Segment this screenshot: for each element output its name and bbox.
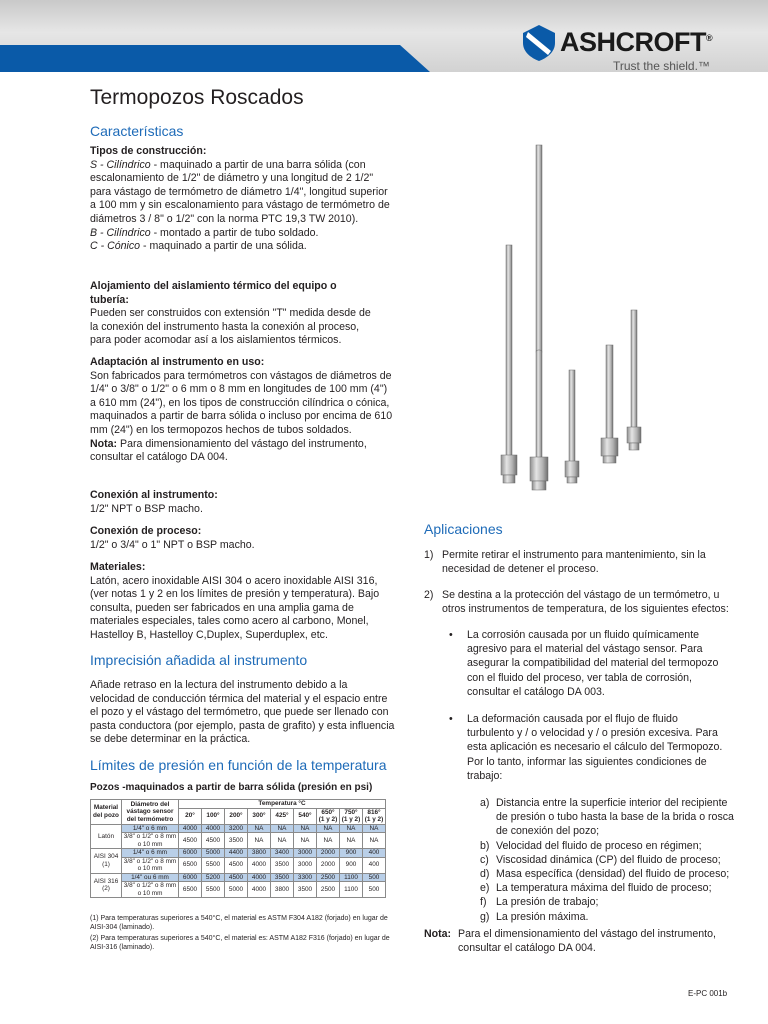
condition-key: g) [480, 910, 490, 923]
material-cell: AISI 316 (2) [91, 873, 122, 898]
pressure-limits-table [90, 799, 386, 898]
col-material: Material del pozo [91, 800, 122, 825]
temp-header: 20° [179, 808, 202, 824]
materiales-text: Latón, acero inoxidable AISI 304 o acero inoxidable AISI 316, (ver notas 1 y 2 en los límites de presión y temperatura). Bajo consulta, pueden ser fabricados en una amplia gama de materiales especiales, tales como acero al carbono, Monel, Hastelloy B, Hastelloy C,Duplex, Superduplex, etc. [90, 574, 380, 641]
document-code: E-PC 001b [688, 989, 728, 998]
pressure-cell: NA [248, 833, 271, 849]
pressure-cell: 3800 [271, 882, 294, 898]
nota-label: Nota: [90, 437, 118, 450]
condition-item [480, 796, 740, 839]
bullet-icon: • [449, 629, 453, 641]
pressure-cell: 3500 [271, 857, 294, 873]
condition-key: e) [480, 882, 490, 895]
pressure-cell: 4000 [248, 882, 271, 898]
temp-header: 425° [271, 808, 294, 824]
condition-key: f) [480, 896, 487, 909]
material-cell: AISI 304 (1) [91, 849, 122, 874]
pressure-cell: 2000 [317, 857, 340, 873]
adaptacion-block [90, 356, 395, 465]
pressure-cell: NA [317, 824, 340, 833]
limites-subheading: Pozos -maquinados a partir de barra sólida (presión en psi) [90, 782, 373, 793]
temp-header: 816° (1 y 2) [363, 808, 386, 824]
conexion-inst-text: 1/2" NPT o BSP macho. [90, 502, 203, 515]
condition-text: La presión máxima. [496, 910, 589, 923]
conexion-instrumento-block [90, 489, 395, 516]
condition-text: La presión de trabajo; [496, 896, 599, 909]
pressure-cell: 4500 [225, 857, 248, 873]
condition-item [480, 867, 740, 881]
pressure-cell: 5000 [225, 882, 248, 898]
tipos-construccion [90, 145, 395, 254]
imprecision-heading: Imprecisión añadida al instrumento [90, 652, 308, 668]
pressure-cell: NA [294, 824, 317, 833]
temp-header: 100° [202, 808, 225, 824]
aplicaciones-heading: Aplicaciones [424, 521, 503, 537]
condition-key: d) [480, 868, 490, 881]
table-header-row [91, 800, 386, 809]
temp-header: 300° [248, 808, 271, 824]
aislamiento-block [90, 280, 375, 348]
bullet-deformacion [449, 712, 723, 783]
footnote-1: (1) Para temperaturas superiores a 540°C, el material es ASTM F304 A182 (forjado) en lugar de AISI-304 (laminado). [90, 915, 388, 931]
pressure-cell: 1100 [340, 882, 363, 898]
condition-key: c) [480, 853, 489, 866]
diameter-cell: 3/8" o 1/2" o 8 mm o 10 mm [122, 833, 179, 849]
condition-key: a) [480, 797, 490, 809]
header-band [0, 0, 768, 72]
temp-header: 750° (1 y 2) [340, 808, 363, 824]
bullet2-text: La deformación causada por el flujo de fluido turbulento y / o velocidad y / o presión excesiva. Para esta aplicación es necesario el cálculo del Termopozo. Por lo tanto, informar las siguientes condiciones de trabajo: [467, 713, 723, 782]
conditions-list [480, 796, 740, 924]
temp-header: 200° [225, 808, 248, 824]
pressure-cell: NA [271, 833, 294, 849]
pressure-cell: 4000 [202, 824, 225, 833]
imprecision-text: Añade retraso en la lectura del instrumento debido a la velocidad de conducción térmica del material y el espacio entre el pozo y el vástago del termómetro, que puede ser llenado con pasta conductora (por ejemplo, pasta de grafito) y esta influencia se debe determinar en la práctica. [90, 679, 395, 746]
conexion-proc-title: Conexión de proceso: [90, 525, 202, 537]
item2-text: Se destina a la protección del vástago de un termómetro, u otros instrumentos de temperatura, de los siguientes efectos: [442, 589, 729, 616]
footnote-2: (2) Para temperaturas superiores a 540°C, el material es: ASTM A182 F316 (forjado) en lugar de AISI-316 (laminado). [90, 935, 390, 951]
pressure-cell: 2500 [317, 873, 340, 882]
header-blue-stripe [0, 45, 430, 72]
pressure-cell: 5500 [202, 882, 225, 898]
pressure-cell: NA [340, 833, 363, 849]
pressure-cell: 900 [340, 857, 363, 873]
diameter-cell: 1/4" o 6 mm [122, 849, 179, 858]
pressure-cell: 3000 [294, 857, 317, 873]
item1-text: Permite retirar el instrumento para mantenimiento, sin la necesidad de detener el proceso. [442, 549, 706, 576]
tipo-s-label: S - Cilíndrico [90, 158, 151, 171]
conexion-proc-text: 1/2" o 3/4" o 1" NPT o BSP macho. [90, 538, 255, 551]
bullet-icon: • [449, 713, 453, 725]
adaptacion-text: Son fabricados para termómetros con vástagos de diámetros de 1/4" o 3/8" o 1/2" o 6 mm o 8 mm en longitudes de 100 mm (4") a 610 mm (24"), en los tipos de construcción cilíndrica o cónica, maquinados a partir de barra sólida o incluso por encima de 610 mm (24") en los termopozos hechos de tubos soldados. [90, 369, 393, 436]
pressure-cell: 400 [363, 849, 386, 858]
pressure-cell: 500 [363, 873, 386, 882]
pressure-cell: NA [363, 824, 386, 833]
tipo-s-text: - maquinado a partir de una barra sólida (con escalonamiento de 1/2" de diámetro y una longitud de 2 1/2" para vástago de termómetro de diámetro 1/4", longitud superior a 100 mm y sin escalonamiento para vástago de termómetro de diámetros 3 / 8" o 1/2" con la norma PTC 19,3 TW 2010). [90, 158, 390, 225]
pressure-cell: 4500 [179, 833, 202, 849]
pressure-cell: 4500 [202, 833, 225, 849]
adaptacion-title: Adaptación al instrumento en uso: [90, 356, 265, 368]
table-row [91, 824, 386, 833]
tipos-title: Tipos de construcción: [90, 145, 207, 157]
item2-num: 2) [424, 589, 434, 601]
temp-header: 540° [294, 808, 317, 824]
pressure-cell: 4000 [179, 824, 202, 833]
pressure-cell: 2500 [317, 882, 340, 898]
aislamiento-text: Pueden ser construidos con extensión "T" medida desde de la conexión del instrumento hasta la conexión al proceso, para poder acomodar así a los aislamientos térmicos. [90, 307, 371, 347]
aplicacion-item-1 [424, 548, 734, 576]
condition-item [480, 881, 740, 895]
pressure-cell: 900 [340, 849, 363, 858]
condition-item [480, 853, 740, 867]
pressure-cell: 3000 [294, 849, 317, 858]
bullet-corrosion [449, 628, 723, 699]
caracteristicas-heading: Características [90, 123, 184, 139]
pressure-cell: 6000 [179, 873, 202, 882]
pressure-cell: 4500 [225, 873, 248, 882]
pressure-cell: 2000 [317, 849, 340, 858]
table-row [91, 833, 386, 849]
diameter-cell: 1/4" o 6 mm [122, 824, 179, 833]
pressure-cell: NA [294, 833, 317, 849]
condition-item [480, 895, 740, 909]
conexion-proceso-block [90, 525, 395, 552]
pressure-cell: 3200 [225, 824, 248, 833]
tipo-c-text: - maquinado a partir de una sólida. [140, 240, 307, 253]
pressure-cell: 3300 [294, 873, 317, 882]
pressure-cell: 1100 [340, 873, 363, 882]
pressure-cell: NA [271, 824, 294, 833]
pressure-cell: 6500 [179, 857, 202, 873]
pressure-cell: 400 [363, 857, 386, 873]
table-body [91, 824, 386, 898]
condition-text: La temperatura máxima del fluido de proceso; [496, 882, 712, 895]
pressure-cell: NA [363, 833, 386, 849]
aplicaciones-nota-text: Para el dimensionamiento del vástago del instrumento, consultar el catálogo DA 004. [458, 928, 716, 955]
brand-name: ASHCROFT® [560, 27, 713, 57]
condition-item [480, 910, 740, 924]
item1-num: 1) [424, 549, 434, 561]
conexion-inst-title: Conexión al instrumento: [90, 489, 218, 501]
shield-icon [522, 25, 556, 61]
condition-key: b) [480, 839, 490, 852]
pressure-cell: NA [317, 833, 340, 849]
tipo-c-label: C - Cónico [90, 240, 141, 253]
pressure-cell: 3400 [271, 849, 294, 858]
condition-text: Distancia entre la superficie interior del recipiente de presión o tubo hasta la base de la brida o rosca de conexión del pozo; [496, 797, 734, 838]
pressure-cell: 3500 [225, 833, 248, 849]
pressure-cell: NA [248, 824, 271, 833]
pressure-cell: 5500 [202, 857, 225, 873]
pressure-cell: 3500 [271, 873, 294, 882]
pressure-cell: 6500 [179, 882, 202, 898]
diameter-cell: 3/8" o 1/2" o 8 mm o 10 mm [122, 857, 179, 873]
aplicacion-item-2 [424, 588, 739, 616]
diameter-cell: 3/8" o 1/2" o 8 mm o 10 mm [122, 882, 179, 898]
nota-text: Para dimensionamiento del vástago del instrumento, consultar el catálogo DA 004. [90, 437, 367, 464]
aplicaciones-nota [424, 927, 739, 955]
pressure-cell: 4400 [225, 849, 248, 858]
pressure-cell: 6000 [179, 849, 202, 858]
pressure-cell: 4000 [248, 873, 271, 882]
condition-text: Viscosidad dinámica (CP) del fluido de proceso; [496, 853, 721, 866]
pressure-cell: NA [340, 824, 363, 833]
pressure-cell: 500 [363, 882, 386, 898]
materiales-block [90, 561, 395, 643]
col-diametro: Diámetro del vástago sensor del termómetro [122, 800, 179, 825]
table-row [91, 882, 386, 898]
tipo-b-label: B - Cilíndrico [90, 226, 151, 239]
diameter-cell: 1/4" ou 6 mm [122, 873, 179, 882]
pressure-cell: 5000 [202, 849, 225, 858]
limites-heading: Límites de presión en función de la temperatura [90, 757, 387, 773]
materiales-title: Materiales: [90, 561, 146, 573]
table-row [91, 873, 386, 882]
temp-header: 650° (1 y 2) [317, 808, 340, 824]
bullet1-text: La corrosión causada por un fluido químicamente agresivo para el material del vástago sensor. Para asegurar la compatibilidad del material del termopozo con el fluido del proceso, ver tabla de corrosión, consultar el catálogo DA 003. [467, 629, 719, 698]
condition-text: Masa específica (densidad) del fluido de proceso; [496, 868, 730, 881]
pressure-cell: 5200 [202, 873, 225, 882]
table-row [91, 857, 386, 873]
pressure-cell: 3800 [248, 849, 271, 858]
aplicaciones-nota-label: Nota: [424, 928, 452, 940]
pressure-cell: 3500 [294, 882, 317, 898]
page-title: Termopozos Roscados [90, 86, 304, 109]
aislamiento-title: Alojamiento del aislamiento térmico del equipo o tubería: [90, 280, 337, 306]
condition-item [480, 839, 740, 853]
table-row [91, 849, 386, 858]
pressure-cell: 4000 [248, 857, 271, 873]
thermowells-photo [490, 105, 670, 505]
ashcroft-logo [520, 25, 720, 75]
material-cell: Latón [91, 824, 122, 849]
brand-tagline: Trust the shield.™ [613, 59, 710, 73]
tipo-b-text: - montado a partir de tubo soldado. [150, 226, 319, 239]
col-temperatura: Temperatura °C [179, 800, 386, 809]
condition-text: Velocidad del fluido de proceso en régimen; [496, 839, 702, 852]
